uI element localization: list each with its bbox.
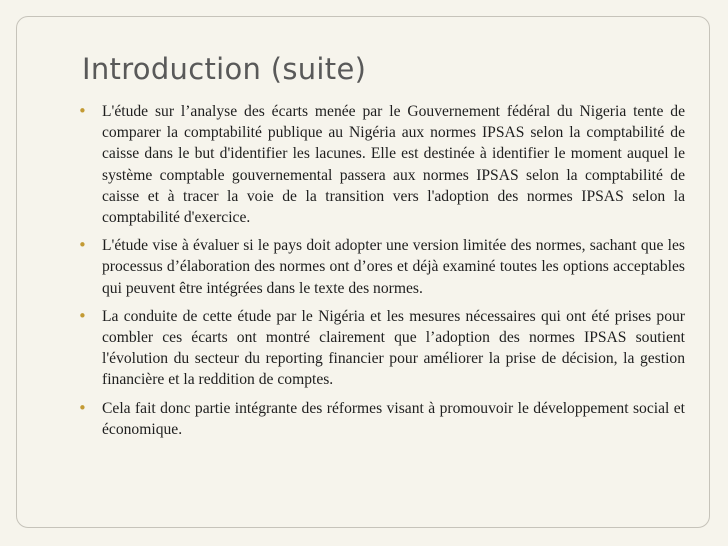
bullet-item-3 xyxy=(78,306,685,391)
bullet-dot-icon: • xyxy=(78,102,87,120)
bullet-item-2 xyxy=(78,235,685,299)
bullet-text: Cela fait donc partie intégrante des réformes visant à promouvoir le développement social et économique. xyxy=(102,399,685,438)
slide-title: Introduction (suite) xyxy=(82,52,367,86)
bullet-dot-icon: • xyxy=(78,398,87,417)
bullet-dot-icon: • xyxy=(78,236,87,255)
bullet-text: La conduite de cette étude par le Nigéria et les mesures nécessaires qui ont été prises pour combler ces écarts ont montré clairement que l’adoption des normes IPSAS soutient l'évolution du secteur du reporting financier pour améliorer la prise de décision, la gestion financière et la reddition de comptes. xyxy=(102,307,685,389)
bullet-item-1 xyxy=(78,101,685,228)
bullet-list xyxy=(78,101,685,447)
bullet-text: L'étude sur l’analyse des écarts menée par le Gouvernement fédéral du Nigeria tente de comparer la comptabilité publique au Nigéria aux normes IPSAS selon la comptabilité de caisse dans le but d'identifier les lacunes. Elle est destinée à identifier le moment auquel le système comptable gouvernemental passera aux normes IPSAS selon la comptabilité de caisse et à tracer la voie de la transition vers l'adoption des normes IPSAS selon la comptabilité d'exercice. xyxy=(102,103,685,227)
bullet-dot-icon: • xyxy=(78,306,87,325)
bullet-text: L'étude vise à évaluer si le pays doit adopter une version limitée des normes, sachant que les processus d’élaboration des normes ont d’ores et déjà examiné toutes les options acceptables qui peuvent être intégrées dans le texte des normes. xyxy=(102,237,685,297)
bullet-item-4 xyxy=(78,398,685,440)
